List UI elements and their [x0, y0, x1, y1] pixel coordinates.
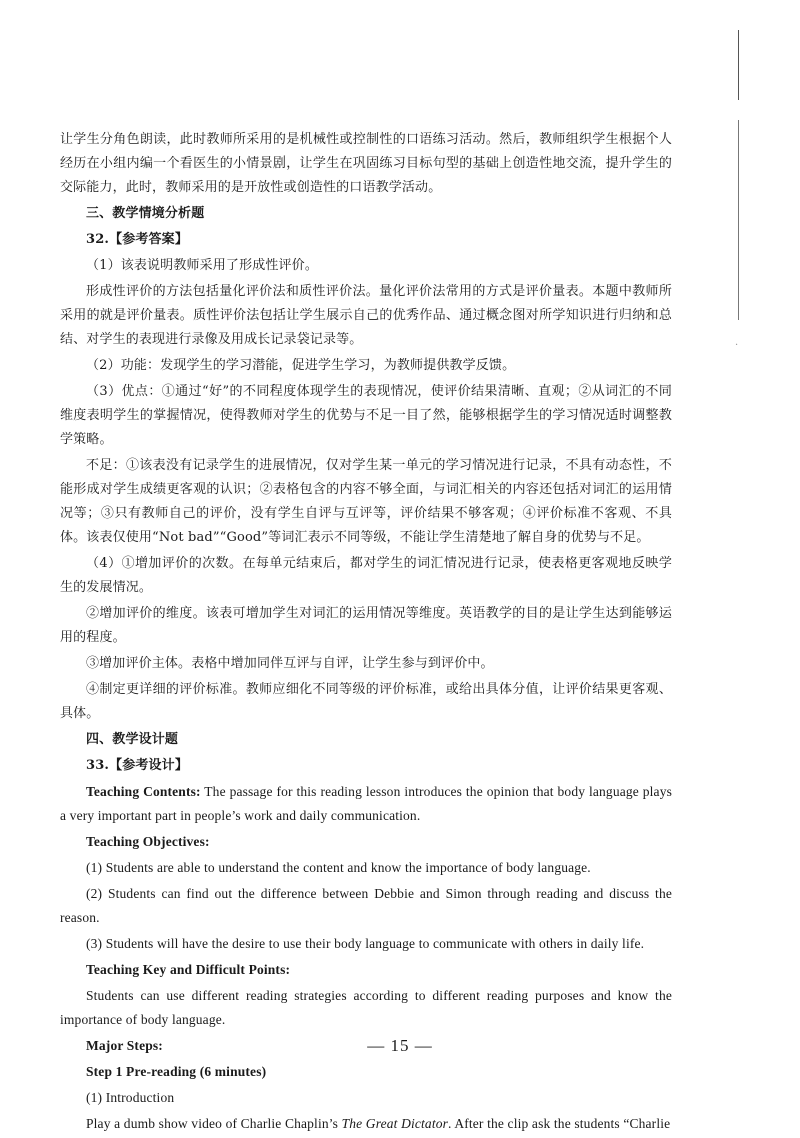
objective-item: (2) Students can find out the difference between Debbie and Simon through reading and discuss the reason. [60, 886, 672, 925]
question-32-heading: 32.【参考答案】 [86, 232, 188, 247]
step-1-text [60, 1112, 672, 1136]
answer-part-1-detail: 形成性评价的方法包括量化评价法和质性评价法。量化评价法常用的方式是评价量表。本题中教师所采用的就是评价量表。质性评价法包括让学生展示自己的优秀作品、通过概念图对所学知识进行归纳和总结、对学生的表现进行录像及用成长记录袋记录等。 [60, 284, 672, 347]
objective-item: (1) Students are able to understand the content and know the importance of body language. [86, 860, 591, 875]
step-1-introduction: (1) Introduction [86, 1090, 175, 1105]
answer-part-3-advantages: （3）优点：①通过“好”的不同程度体现学生的表现情况，使评价结果清晰、直观；②从词汇的不同维度表明学生的掌握情况，使得教师对学生的优势与不足一目了然，能够根据学生的学习情况适时调整教学策略。 [60, 384, 672, 447]
step-1-label: Step 1 Pre-reading (6 minutes) [86, 1064, 267, 1079]
objective-item: (3) Students will have the desire to use their body language to communicate with others in daily life. [86, 936, 645, 951]
answer-part-4-item-1: （4）①增加评价的次数。在每单元结束后，都对学生的词汇情况进行记录，使表格更客观地反映学生的发展情况。 [60, 556, 672, 595]
teaching-objectives-label: Teaching Objectives: [86, 834, 210, 849]
section-heading-4: 四、教学设计题 [86, 732, 179, 747]
binding-line-middle [738, 120, 739, 320]
binding-line-top [738, 30, 739, 100]
binding-dots: · [735, 340, 739, 351]
question-33-heading: 33.【参考设计】 [86, 758, 188, 773]
answer-part-1: （1）该表说明教师采用了形成性评价。 [86, 258, 318, 273]
teaching-contents [60, 780, 672, 828]
paragraph-continued: 让学生分角色朗读，此时教师所采用的是机械性或控制性的口语练习活动。然后，教师组织学生根据个人经历在小组内编一个看医生的小情景剧，让学生在巩固练习目标句型的基础上创造性地交流，提升学生的交际能力，此时，教师采用的是开放性或创造性的口语教学活动。 [60, 132, 672, 195]
film-title: The Great Dictator [341, 1116, 449, 1131]
teaching-contents-text: The passage for this reading lesson introduces the opinion that body language plays a very important part in people’s work and daily communication. [60, 784, 673, 823]
major-steps-label: Major Steps: [86, 1038, 163, 1053]
answer-part-3-shortcomings: 不足：①该表没有记录学生的进展情况，仅对学生某一单元的学习情况进行记录，不具有动态性，不能形成对学生成绩更客观的认识；②表格包含的内容不够全面，与词汇相关的内容还包括对词汇的运用情况等；③只有教师自己的评价，没有学生自评与互评等，评价结果不够客观；④评价标准不客观、不具体。该表仅使用“Not bad”“Good”等词汇表示不同等级，不能让学生清楚地了解自身的优势与不足。 [60, 458, 672, 545]
answer-part-4-item-4: ④制定更详细的评价标准。教师应细化不同等级的评价标准，或给出具体分值，让评价结果更客观、具体。 [60, 682, 672, 721]
key-points-label: Teaching Key and Difficult Points: [86, 962, 291, 977]
document-body [60, 128, 672, 1138]
step-1-text-b: . After the clip ask the students “Charlie [448, 1116, 671, 1131]
step-1-text-a: Play a dumb show video of Charlie Chaplin’s [86, 1116, 342, 1131]
answer-part-4-item-2: ②增加评价的维度。该表可增加学生对词汇的运用情况等维度。英语教学的目的是让学生达到能够运用的程度。 [60, 606, 672, 645]
teaching-contents-label: Teaching Contents: [86, 784, 201, 799]
key-points-text: Students can use different reading strategies according to different reading purposes and know the importance of body language. [60, 988, 672, 1027]
answer-part-4-item-3: ③增加评价主体。表格中增加同伴互评与自评，让学生参与到评价中。 [86, 656, 494, 671]
section-heading-3: 三、教学情境分析题 [86, 206, 205, 221]
answer-part-2: （2）功能：发现学生的学习潜能，促进学生学习，为教师提供教学反馈。 [86, 358, 516, 373]
page-number: — 15 — [367, 1036, 433, 1055]
